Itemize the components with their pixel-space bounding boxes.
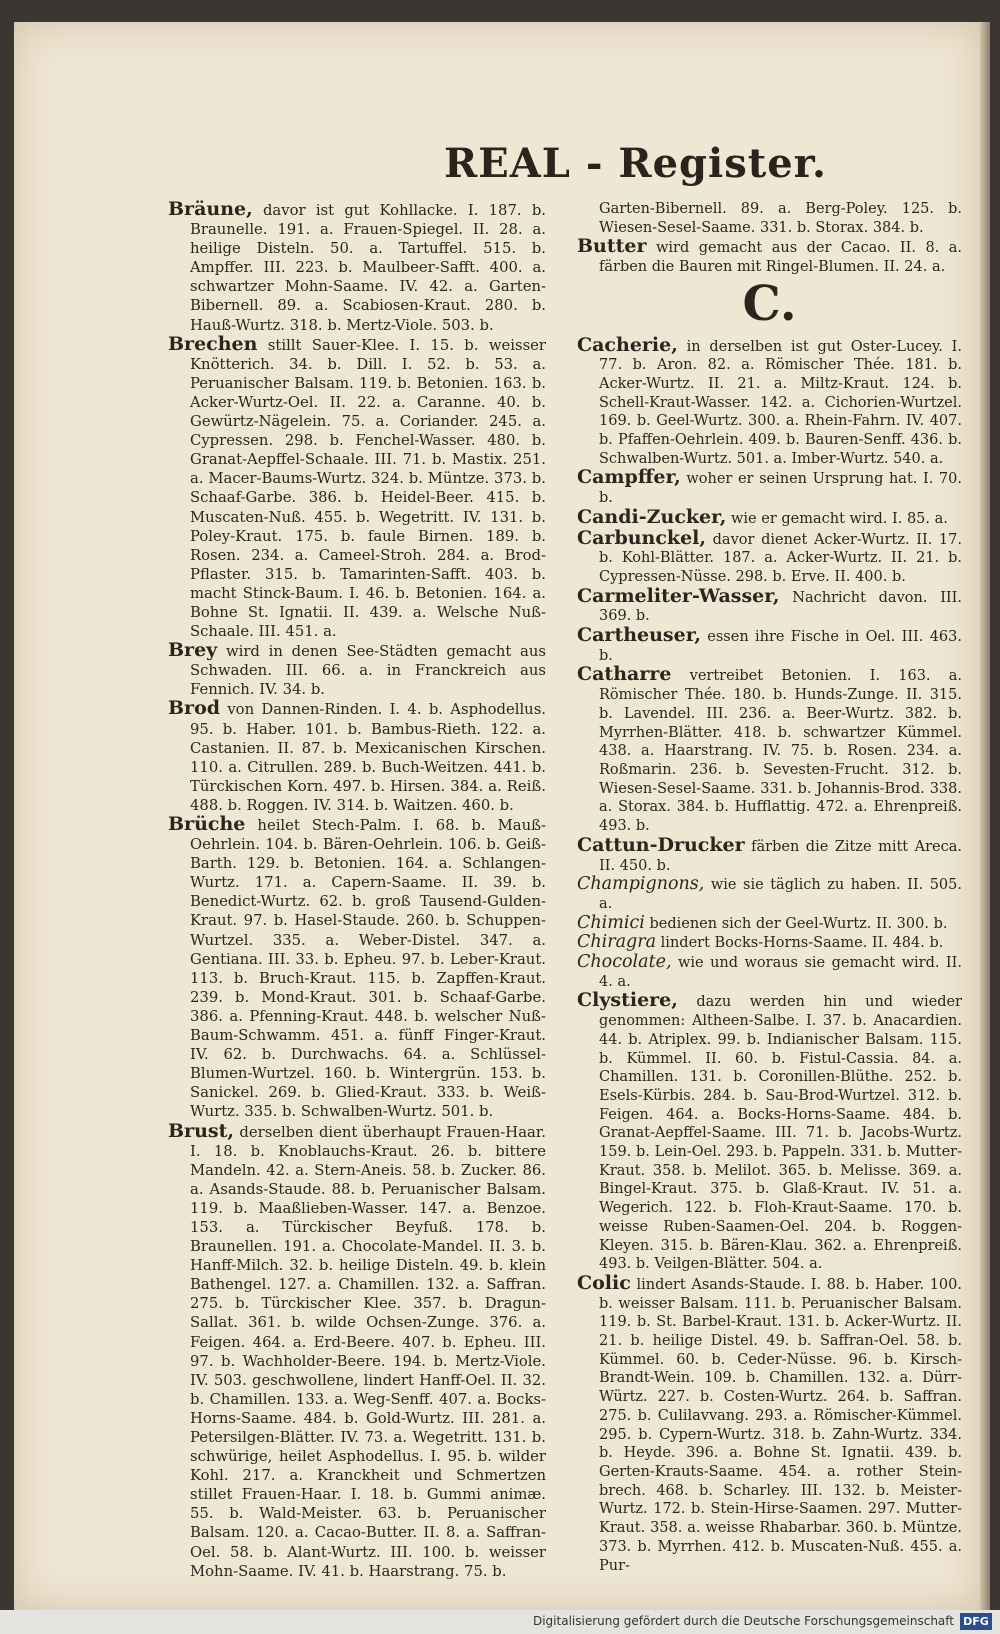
entry-headword: Brüche bbox=[168, 813, 246, 835]
entry-text: davor dienet Acker-Wurtz. II. 17. b. Kohl-Blätter. 187. a. Acker-Wurtz. II. 21. b. Cypressen-Nüsse. 298. b. Erve. II. 400. b. bbox=[599, 531, 962, 585]
entry-headword: Brust, bbox=[168, 1119, 234, 1142]
index-entry bbox=[577, 584, 962, 626]
right-lead-text: Garten-Bibernell. 89. a. Berg-Poley. 125. b. Wiesen-Sesel-Saame. 331. b. Storax. 384. b. bbox=[599, 201, 962, 236]
index-entry bbox=[168, 641, 546, 699]
entry-text: von Dannen-Rinden. I. 4. b. Asphodellus. 95. b. Haber. 101. b. Bambus-Rieth. 122. a. Castanien. II. 87. b. Mexicanischen Kirschen. 110. a. Citrullen. 289. b. Buch-Weitzen. 441. b. Türckischen Korn. 497. b. Hirsen. 384. a. Reiß. 488. b. Roggen. IV. 314. b. Waitzen. 460. b. bbox=[190, 701, 546, 814]
entry-headword: Chiragra bbox=[577, 932, 657, 953]
index-entry bbox=[168, 200, 546, 335]
entry-text: vertreibet Betonien. I. 163. a. Römischer Thée. 180. b. Hunds-Zunge. II. 315. b. Lavendel. III. 236. a. Beer-Wurtz. 382. b. Myrrhen-Blätter. 418. b. schwartzer Kümmel. 438. a. Haarstrang. IV. 75. b. Rosen. 234. a. Roßmarin. 236. b. Sevesten-Frucht. 312. b. Wiesen-Sesel-Saame. 331. b. Johannis-Brod. 338. a. Storax. 384. b. Hufflattig. 472. a. Ehrenpreiß. 493. b. bbox=[599, 668, 962, 835]
entry-text: wie sie täglich zu haben. II. 505. a. bbox=[599, 877, 962, 912]
index-entry bbox=[577, 237, 962, 276]
page-edge bbox=[980, 22, 990, 1610]
footer-bar bbox=[0, 1610, 1000, 1634]
entry-text: lindert Bocks-Horns-Saame. II. 484. b. bbox=[656, 935, 944, 952]
entry-headword: Colic bbox=[577, 1271, 631, 1294]
entry-headword: Cattun-Drucker bbox=[577, 833, 745, 856]
page-header: REAL - Register. bbox=[444, 140, 827, 187]
index-entry bbox=[577, 933, 962, 953]
index-entry bbox=[577, 505, 962, 529]
entry-headword: Chimici bbox=[577, 912, 645, 933]
entry-text: Nachricht davon. III. 369. b. bbox=[599, 589, 962, 625]
index-entry bbox=[577, 665, 962, 835]
entry-text: davor ist gut Kohllacke. I. 187. b. Braunelle. 191. a. Frauen-Spiegel. II. 28. a. heilige Disteln. 50. a. Tartuffel. 515. b. Ampffer. III. 223. b. Maulbeer-Safft. 400. a. schwartzer Mohn-Saame. IV. 42. a. Garten-Bibernell. 89. a. Scabiosen-Kraut. 280. b. Hauß-Wurtz. 318. b. Mertz-Viole. 503. b. bbox=[190, 202, 546, 334]
index-entry bbox=[168, 1119, 546, 1581]
entry-headword: Campffer, bbox=[577, 466, 681, 489]
entry-text: wie er gemacht wird. I. 85. a. bbox=[726, 510, 948, 527]
index-entry bbox=[577, 333, 962, 469]
entry-headword: Bräune, bbox=[168, 198, 253, 220]
section-letter: C. bbox=[742, 275, 797, 332]
entry-headword: Clystiere, bbox=[577, 989, 678, 1012]
entry-text: woher er seinen Ursprung hat. I. 70. b. bbox=[599, 471, 962, 507]
entry-text: lindert Asands-Staude. I. 88. b. Haber. 100. b. weisser Balsam. 111. b. Peruanischer Balsam. 119. b. St. Barbel-Kraut. 131. b. Acker-Wurtz. II. 21. b. heilige Distel. 49. b. Saffran-Oel. 58. b. Kümmel. 60. b. Ceder-Nüsse. 96. b. Kirsch-Brandt-Wein. 109. b. Chamillen. 132. a. Dürr-Würtz. 227. b. Costen-Wurtz. 264. b. Saffran. 275. b. Culilavvang. 293. a. Römischer-Kümmel. 295. b. Cypern-Wurtz. 318. b. Zahn-Wurtz. 334. b. Heyde. 396. a. Bohne St. Ignatii. 439. b. Gerten-Krauts-Saame. 454. a. rother Stein-brech. 468. b. Scharley. III. 132. b. Meister-Wurtz. 172. b. Stein-Hirse-Saamen. 297. Mutter-Kraut. 358. a. weisse Rhabarbar. 360. b. Müntze. 373. b. Myrrhen. 412. b. Muscaten-Nuß. 455. a. Pur- bbox=[599, 1276, 962, 1574]
index-entry bbox=[577, 1271, 962, 1575]
entry-headword: Brey bbox=[168, 639, 218, 662]
entry-text: bedienen sich der Geel-Wurtz. II. 300. b. bbox=[644, 915, 948, 932]
entry-headword: Carmeliter-Wasser, bbox=[577, 584, 780, 607]
entry-text: wird gemacht aus der Cacao. II. 8. a. färben die Bauren mit Ringel-Blumen. II. 24. a. bbox=[599, 240, 962, 276]
index-entry bbox=[168, 332, 546, 642]
right-top-entries bbox=[577, 237, 962, 276]
entry-headword: Butter bbox=[577, 235, 647, 258]
entry-text: derselben dient überhaupt Frauen-Haar. I. 18. b. Knoblauchs-Kraut. 26. b. bittere Mandeln. 42. a. Stern-Aneis. 58. b. Zucker. 86. a. Asands-Staude. 88. b. Peruanischer Balsam. 119. b. Maaßlieben-Wasser. 147. a. Benzoe. 153. a. Türckischer Beyfuß. 178. b. Braunellen. 191. a. Chocolate-Mandel. II. 3. b. Hanff-Milch. 32. b. heilige Disteln. 49. b. klein Bathengel. 127. a. Chamillen. 132. a. Saffran. 275. b. Türckischer Klee. 357. b. Dragun-Sallat. 361. b. wilde Ochsen-Zunge. 376. a. Feigen. 464. a. Erd-Beere. 407. b. Epheu. III. 97. b. Wachholder-Beere. 194. b. Mertz-Viole. IV. 503. geschwollene, lindert Hanff-Oel. II. 32. b. Chamillen. 133. a. Weg-Senff. 407. a. Bocks-Horns-Saame. 484. b. Gold-Wurtz. III. 281. a. Petersilgen-Blätter. IV. 73. a. Wegetritt. 131. b. schwürige, heilet Asphodellus. I. 95. b. wilder Kohl. 217. a. Kranckheit und Schmertzen stillet Frauen-Haar. I. 18. b. Gummi animæ. 55. b. Wald-Meister. 63. b. Peruanischer Balsam. 120. a. Cacao-Butter. II. 8. a. Saffran-Oel. 58. b. Alant-Wurtz. III. 100. b. weisser Mohn-Saame. IV. 41. b. Haarstrang. 75. b. bbox=[190, 1123, 546, 1580]
index-entry bbox=[577, 875, 962, 913]
index-entry bbox=[577, 526, 962, 587]
index-entry bbox=[168, 699, 546, 815]
entry-headword: Brod bbox=[168, 697, 221, 720]
left-column bbox=[168, 200, 546, 1581]
footer-text: Digitalisierung gefördert durch die Deutsche Forschungsgemeinschaft bbox=[532, 1614, 954, 1628]
index-entry bbox=[577, 991, 962, 1274]
entry-text: stillt Sauer-Klee. I. 15. b. weisser Knötterich. 34. b. Dill. I. 52. b. 53. a. Peruanischer Balsam. 119. b. Betonien. 163. b. Acker-Wurtz-Oel. II. 22. a. Caranne. 40. b. Gewürtz-Nägelein. 75. a. Coriander. 245. a. Cypressen. 298. b. Fenchel-Wasser. 480. b. Granat-Aepffel-Schaale. III. 71. b. Mastix. 251. a. Macer-Baums-Wurtz. 324. b. Müntze. 373. b. Schaaf-Garbe. 386. b. Heidel-Beer. 415. b. Muscaten-Nuß. 455. b. Wegetritt. IV. 131. b. Poley-Kraut. 175. b. faule Birnen. 189. b. Rosen. 234. a. Cameel-Stroh. 284. a. Brod-Pflaster. 315. b. Tamarinten-Safft. 403. b. macht Stinck-Baum. I. 46. b. Betonien. 164. a. Bohne St. Ignatii. II. 439. a. Welsche Nuß-Schaale. III. 451. a. bbox=[190, 336, 546, 641]
entry-headword: Chocolate, bbox=[577, 952, 672, 973]
entry-text: heilet Stech-Palm. I. 68. b. Mauß-Oehrlein. 104. b. Bären-Oehrlein. 106. b. Geiß-Barth. 129. b. Betonien. 164. a. Schlangen-Wurtz. 171. a. Capern-Saame. II. 39. b. Benedict-Wurtz. 62. b. groß Tausend-Gulden-Kraut. 97. b. Hasel-Staude. 260. b. Schuppen-Wurtzel. 335. a. Weber-Distel. 347. a. Gentiana. III. 33. b. Epheu. 97. b. Leber-Kraut. 113. b. Bruch-Kraut. 115. b. Zapffen-Kraut. 239. b. Mond-Kraut. 301. b. Schaaf-Garbe. 386. a. Pfenning-Kraut. 448. b. welscher Nuß-Baum-Schwamm. 451. a. fünff Finger-Kraut. IV. 62. b. Durchwachs. 64. a. Schlüssel-Blumen-Wurtzel. 160. b. Wintergrün. 153. b. Sanickel. 269. b. Glied-Kraut. 333. b. Weiß-Wurtz. 335. b. Schwalben-Wurtz. 501. b. bbox=[190, 817, 546, 1121]
entry-text: in derselben ist gut Oster-Lucey. I. 77. b. Aron. 82. a. Römischer Thée. 181. b. Acker-Wurtz. II. 21. a. Miltz-Kraut. 124. b. Schell-Kraut-Wasser. 142. a. Cichorien-Wurtzel. 169. b. Geel-Wurtz. 300. a. Rhein-Fahrn. IV. 407. b. Pfaffen-Oehrlein. 409. b. Bauren-Senff. 436. b. Schwalben-Wurtz. 501. a. Imber-Wurtz. 540. a. bbox=[599, 338, 962, 467]
index-entry bbox=[577, 833, 962, 875]
entry-text: färben die Zitze mitt Areca. II. 450. b. bbox=[599, 838, 962, 874]
index-entry bbox=[168, 815, 546, 1122]
right-main-entries bbox=[577, 333, 962, 1576]
entry-headword: Carbunckel, bbox=[577, 526, 707, 549]
right-column bbox=[577, 200, 962, 1575]
index-entry bbox=[577, 914, 962, 934]
index-entry bbox=[577, 626, 962, 665]
entry-text: essen ihre Fische in Oel. III. 463. b. bbox=[599, 629, 962, 664]
index-entry bbox=[577, 468, 962, 507]
entry-headword: Cacherie, bbox=[577, 333, 678, 356]
index-entry bbox=[577, 953, 962, 991]
entry-text: dazu werden hin und wieder genommen: Altheen-Salbe. I. 37. b. Anacardien. 44. b. Atriplex. 99. b. Indianischer Balsam. 115. b. Kümmel. II. 60. b. Fistul-Cassia. 84. a. Chamillen. 131. b. Coronillen-Blüthe. 252. b. Esels-Kürbis. 284. b. Sau-Brod-Wurtzel. 312. b. Feigen. 464. a. Bocks-Horns-Saame. 484. b. Granat-Aepffel-Saame. III. 71. b. Jacobs-Wurtz. 159. b. Lein-Oel. 293. b. Pappeln. 331. b. Mutter-Kraut. 358. b. Melilot. 365. b. Melisse. 369. a. Bingel-Kraut. 375. b. Glaß-Kraut. IV. 51. a. Wegerich. 122. b. Floh-Kraut-Saame. 170. b. weisse Ruben-Saamen-Oel. 204. b. Roggen-Kleyen. 315. b. Bären-Klau. 362. a. Ehrenpreiß. 493. b. Veilgen-Blätter. 504. a. bbox=[599, 994, 962, 1273]
entry-headword: Brechen bbox=[168, 332, 258, 355]
dfg-logo: DFG bbox=[960, 1613, 992, 1630]
entry-headword: Candi-Zucker, bbox=[577, 505, 727, 528]
entry-headword: Cartheuser, bbox=[577, 624, 701, 647]
entry-headword: Champignons, bbox=[577, 874, 705, 895]
entry-text: wie und woraus sie gemacht wird. II. 4. a. bbox=[599, 955, 962, 990]
entry-headword: Catharre bbox=[577, 663, 672, 686]
entry-text: wird in denen See-Städten gemacht aus Schwaden. III. 66. a. in Franckreich aus Fennich. IV. 34. b. bbox=[190, 643, 546, 699]
